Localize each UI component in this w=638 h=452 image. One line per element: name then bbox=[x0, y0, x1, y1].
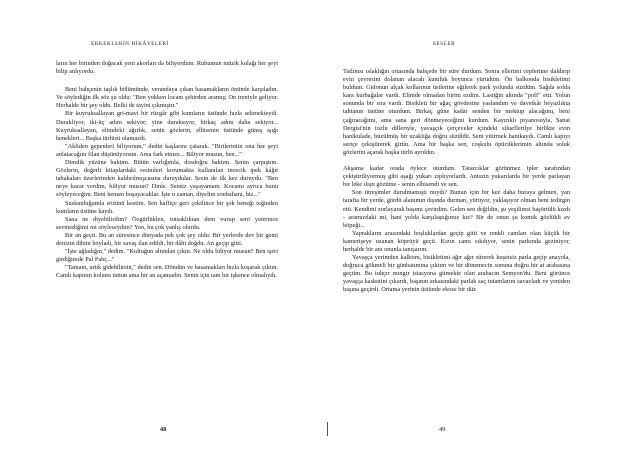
paragraph: Bir kuyruksallayan gri-mavi bir rüzgâr gibi kumların üstünde hızla sekmekteydi. Durakliyor, iki-üç adım sekiyor; yine duraksıyor, birkaç adım daha sekiyor... Kuyruksallayan, elimdeki ağırlık, senin gözlerin, elbisenin üstünde güneş ışığı benekleri... Başka türlüsü olamazdı. bbox=[56, 110, 278, 142]
paragraph: Dimdik yüzüne baktım. Bütün varlığımla, dosdoğru baktım. Senin çarpıştım. Gözlerin, değerli kitaplardaki resimleri korumakta kullanılan incecik ipek kâğıt tabakaları üzerlerinden kaldırılmışcasına duruydular. Sesin de ilk kez duruydu. "Ben neye karar verdim, biliyor musun? Dinle. Sensiz yaşayamam. Kocamı ayrıca bunu söyleyeceğim. Beni hemen boşayacaklar. İşte o zaman, diyelim sonbahara, biz..." bbox=[56, 159, 278, 199]
paragraph: ların her birinden doğacak yeni akorları da biliyordum. Ruhumun müzik kulağı her şeyi bilip anlıyordu. bbox=[56, 60, 278, 76]
paragraph: Sana ne diyebilirdim? Özgürlüklen, tutsaklıktan dem vurup seni yeterince sevmediğimi mi söyleseydim? Yoo, bu çok yanlış olurdu. bbox=[56, 215, 278, 231]
paragraph: Son titreşimler durulmamıştı mıydı? Bunun için bir kez daha buraya gelmen, yan tarafta bir yerde, gördü alanımın dışında durman, yürüyor, yaklaşıyor olman beni tedirgin etti. Kendimi zorlayarak başımı çevirdim. Gelen sen değildin, şu yeşilimsi başörtülü kızdı - aramızdaki mi, hani yolda karşılaştığımız kız? Bir de onun şu komik gözlükli av köpeği... bbox=[343, 189, 570, 229]
right-page bbox=[319, 0, 638, 452]
paragraph: Bir an geçti. Bu an süresince dünyada pek çok şey oldu: Bir yerlerde dev bir gemi denizin dibini boyladı, bir savaş ilan edildi, bir dâhi doğdu. An geçip gitti. bbox=[56, 231, 278, 247]
running-head-left: ERKEKLERİN HİKÂYELERİ bbox=[91, 41, 169, 47]
page-number-right: 49 bbox=[439, 426, 446, 433]
paragraph: "Tamam, artık gidebilirsin," dedin sen. Döndün ve basamakları hızla koşarak çıktın. Camlı kapının kolunu tuttun ama bir an açamadın. Senin için tam bir işkence olmalıydı. bbox=[56, 264, 278, 280]
paragraph: Yaprakların arasındaki boşluklardan geçip gitti ve renkli camları olan küçük bir kamerişeye uzanan köprüyü geçti. Kızın camı sıkılıyor, senin parkında geziniyor, herhalde bir anı onunla tanışarım. bbox=[343, 229, 570, 253]
paragraph: Tatlımsı ıslaklığın ortasında bahçede bir süre durdum. Sonra ellerimi ceplerime daldırıp evin çevresini dolanan alacalı kumluk boyunca yürüdüm. Ön balkonda bisikletimi buldum. Gidonun alçak kollarının üstlerine eğilerek park yolunda süzdüm. Sağda solda kara kurbağalar vardı. Elimde olmadan birini ezdim. Lastiğin altında "poff" etti. Yolun sonunda bir sıra vardı. Bisikleti bir ağaç gövdesine yaslandım ve davetkâr beyazlıkta tahtanın üstüne oturdum. Birkaç güne kadar senden bir mektup alacağımı, beni çağıracağımı, ama sana geri dönmeyeceğimi kurdum. Kayırıklı piyanosuyla, Sanat Dergisi'nin tozlu dilleriyle, yavaşçık çerçeveler içindeki silueflerilye birlikte evin hanikulade, büzülmüş bir uzaklığa doğru süzüldü. Seni yitirmek hanikaydı. Camlı kapıyı sertçe çekiştirerek girtin. Ama bir başka sen, coşkulu öpücüklerimin altında soluk gözlerini açarak başka türlü ayrıldın. bbox=[343, 68, 570, 156]
right-page-body bbox=[343, 68, 570, 295]
left-page-body bbox=[56, 60, 278, 280]
paragraph: Yavaşça yerimden kalktım, bisikletimi ağır ağır sürerek kuşetsiz parla geçip anayola, doğruca gökmeli bir günbatımına çıktım ve bir dönemecin sonuna doğru bir at arabasına geçtim. Bu tuhçır mıngır istasyona gitmekte olan arabacın Semyon'du. Beni görünce yavaşça kasketini çıkardı, başının arkasındaki parlak saç tutamlarını savazladı ve yeniden başına geçirdi. Ortama yerinin üstünde ekose bir düz bbox=[343, 254, 570, 294]
paragraph: Beni bahçenin taşlık bölümünde, verandaya çıkan basamakların önünde karşıladın. Ve söylediğin ilk söz şu oldu: "Ben yokken locam şehirden aramış; On treniyle geliyor. Herhalde bir şey oldu. Belki de tayini çıkmıştır." bbox=[56, 86, 278, 110]
paragraph: Suskunluğumla sözünü kestim. Sen haffiçe geri çekilince bir şok beneği teğinden kumların üstüne kaydı. bbox=[56, 199, 278, 215]
page-number-left: 48 bbox=[160, 426, 167, 433]
running-head-right: SESLER bbox=[432, 41, 456, 47]
paragraph: "Akliden gepenleri biliyorum," dedin kaşlarını çatarak. "Birileriniin ona her şeyi anlatacağını filan düşünüyorsun. Ama fark etmez... Biliyor musun, ben..." bbox=[56, 142, 278, 158]
paragraph: Akşama kadar orada öylece oturdum. Tatarcıklar görünmez ipler tarafından çekiştiriliyormuş gibi aşağı yukarı zıplıyorlardı. Aniszin yukarılarda bir yerde parlayan bir leke ılıştı gözüme - senin elbisendi ve sen. bbox=[343, 165, 570, 189]
paragraph: "İşte ağladığın," dedim. "Koltuğun altından çıkın. Ne oldu biliyor musun? Ben işeri girdiğimde Pal Pahç..." bbox=[56, 248, 278, 264]
